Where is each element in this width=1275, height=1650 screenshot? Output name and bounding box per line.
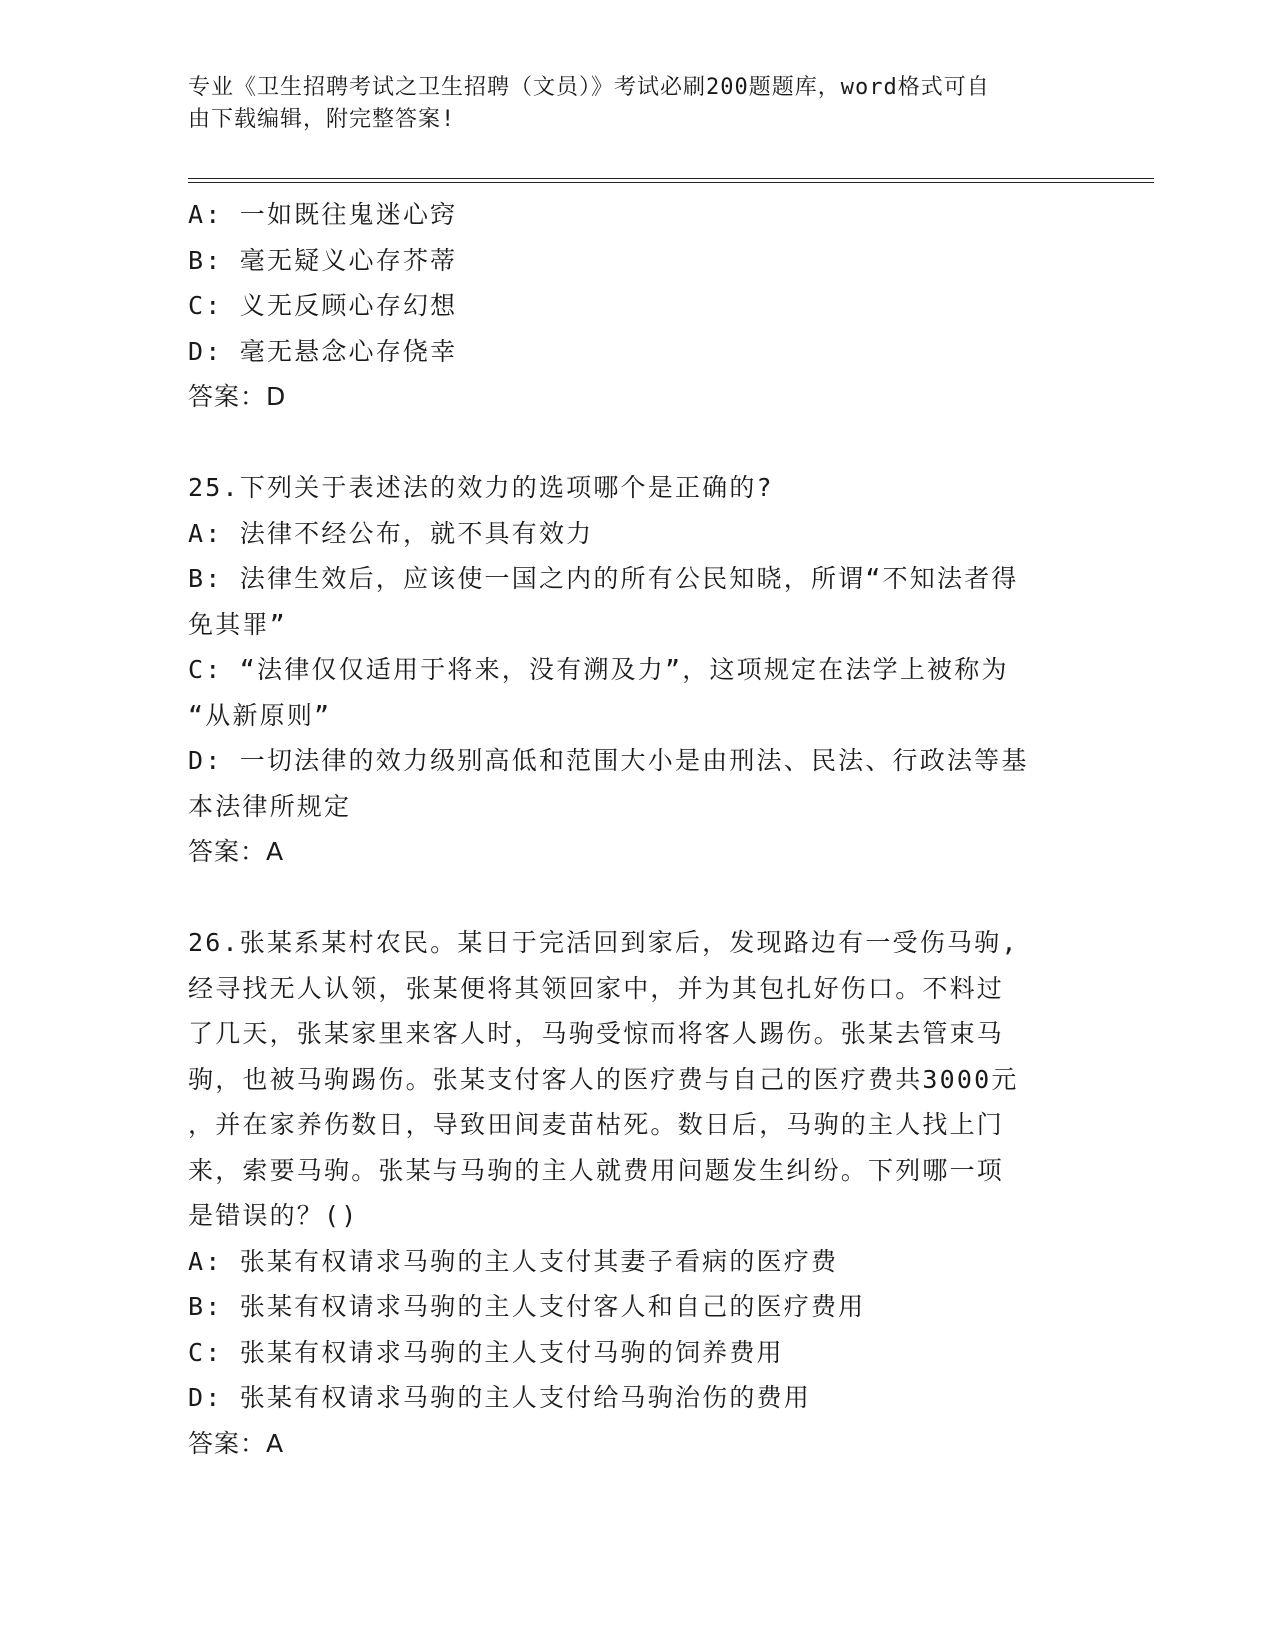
- option-b-line-2: 免其罪”: [188, 609, 287, 639]
- question-stem-line-2: 经寻找无人认领，张某便将其领回家中，并为其包扎好伤口。不料过: [188, 973, 1005, 1003]
- question-24: [188, 192, 1068, 420]
- header-divider-bottom: [188, 182, 1154, 183]
- option-d: D: 张某有权请求马驹的主人支付给马驹治伤的费用: [188, 1383, 811, 1412]
- spacer: [188, 875, 1068, 921]
- header-divider-top: [188, 178, 1154, 179]
- answer: 答案：D: [188, 382, 287, 411]
- question-stem-line-5: ，并在家养伤数日，导致田间麦苗枯死。数日后，马驹的主人找上门: [188, 1110, 1005, 1139]
- answer: 答案：A: [188, 1428, 285, 1458]
- option-a: A: 法律不经公布，就不具有效力: [188, 518, 594, 548]
- option-b: B: 毫无疑义心存芥蒂: [188, 245, 458, 275]
- spacer: [188, 420, 1068, 466]
- question-25: [188, 465, 1068, 875]
- question-stem: 25.下列关于表述法的效力的选项哪个是正确的?: [188, 473, 774, 502]
- option-a: A: 一如既往鬼迷心窍: [188, 200, 458, 229]
- option-c: C: 张某有权请求马驹的主人支付马驹的饲养费用: [188, 1337, 784, 1367]
- document-body: [188, 192, 1068, 1466]
- question-stem-line-6: 来，索要马驹。张某与马驹的主人就费用问题发生纠纷。下列哪一项: [188, 1155, 1005, 1185]
- document-header: [188, 72, 1068, 136]
- question-stem-line-1: 26.张某系某村农民。某日于完活回到家后，发现路边有一受伤马驹,: [188, 928, 1019, 957]
- option-a: A: 张某有权请求马驹的主人支付其妻子看病的医疗费: [188, 1246, 839, 1276]
- option-c-line-1: C: “法律仅仅适用于将来，没有溯及力”，这项规定在法学上被称为: [188, 655, 1009, 684]
- option-b: B: 张某有权请求马驹的主人支付客人和自己的医疗费用: [188, 1292, 866, 1321]
- question-stem-line-3: 了几天，张某家里来客人时，马驹受惊而将客人踢伤。张某去管束马: [188, 1019, 1005, 1048]
- header-line-1: 专业《卫生招聘考试之卫生招聘（文员）》考试必刷200题题库，word格式可自: [188, 75, 990, 100]
- option-c-line-2: “从新原则”: [188, 700, 332, 730]
- option-c: C: 义无反顾心存幻想: [188, 291, 458, 320]
- question-26: [188, 920, 1068, 1466]
- answer: 答案：A: [188, 837, 285, 866]
- option-b-line-1: B: 法律生效后，应该使一国之内的所有公民知晓，所谓“不知法者得: [188, 564, 1019, 593]
- option-d-line-2: 本法律所规定: [188, 791, 352, 821]
- question-stem-line-4: 驹，也被马驹踢伤。张某支付客人的医疗费与自己的医疗费共3000元: [188, 1064, 1019, 1094]
- header-line-2: 由下载编辑，附完整答案!: [188, 107, 456, 132]
- option-d-line-1: D: 一切法律的效力级别高低和范围大小是由刑法、民法、行政法等基: [188, 746, 1029, 775]
- option-d: D: 毫无悬念心存侥幸: [188, 336, 458, 366]
- question-stem-line-7: 是错误的？(): [188, 1201, 359, 1230]
